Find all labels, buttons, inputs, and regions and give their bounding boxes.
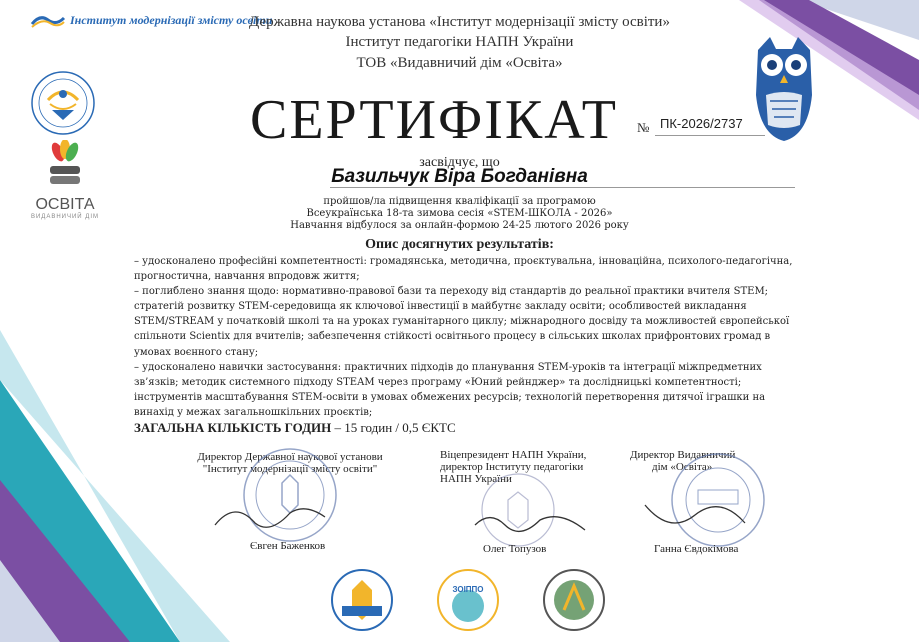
- zoippo-text: ЗОІППО: [452, 585, 484, 594]
- certificate-number: ПК-2026/2737: [660, 116, 743, 131]
- program-line-1: пройшов/ла підвищення кваліфікації за програмою: [323, 196, 596, 207]
- osvita-logo-title: ОСВІТА: [35, 196, 95, 213]
- owl-logo-icon: [748, 35, 820, 145]
- osvita-logo-subtitle: ВИДАВНИЧИЙ ДІМ: [30, 214, 100, 220]
- org-line-2: Інститут педагогіки НАПН України: [345, 34, 574, 50]
- top-logo-text: Інститут модернізації змісту освіти: [70, 12, 273, 27]
- results-item-knowledge: – поглиблено знання щодо: нормативно-правової бази та переходу від стандартів до реальної практики вчителя STEM; стратегій розвитку STEM-середовища як ключової інвестиції в майбутнє закладу освіти; особливостей викладання STEM/STREAM у початковій школі та на уроках гуманітарного циклу; міжнародного досвіду та можливостей європейської спільноти Scientix для вчителів; забезпечення стійкості освітнього процесу в сільських школах прифронтових громад в умовах воєнного стану;: [134, 286, 790, 358]
- signature-3-title: Директор Видавничий дім «Освіта»: [630, 449, 736, 473]
- results-title: Опис досягнутих результатів:: [365, 237, 554, 252]
- signature-2-name: Олег Топузов: [483, 543, 547, 555]
- signature-2-scribble-icon: [470, 500, 590, 540]
- results-item-skills: – удосконалено навички застосування: практичних підходів до планування STEM-уроків та інтеграції міжпредметних зв’язків; методик системного підходу STEAM через програму «Юний рейнджер» та дослідницькі компетентності; інструментів масштабування STEM-освіти в умовах обмежених ресурсів; технологій перетворення дитячої іграшки на винахід у межах загальношкільних проєктів;: [134, 361, 766, 418]
- bottom-logos: [328, 566, 608, 640]
- signature-1-scribble-icon: [210, 495, 330, 535]
- org-line-1: Державна наукова установа «Інститут модернізації змісту освіти»: [249, 14, 670, 30]
- partner-logos-icon: [328, 566, 608, 636]
- signature-1-title: Директор Державної наукової установи "Інститут модернізації змісту освіти": [197, 451, 383, 475]
- results-item-competencies: – удосконалено професійні компетентності: громадянська, методична, проєктувальна, інноваційна, психолого-педагогічна, прогностична, навчання впродовж життя;: [134, 256, 793, 283]
- institute-pedagogy-seal-icon: [30, 70, 96, 136]
- total-hours-label: ЗАГАЛЬНА КІЛЬКІСТЬ ГОДИН: [134, 420, 332, 435]
- signature-2-title: Віцепрезидент НАПН України, директор Інституту педагогіки НАПН України: [440, 449, 587, 485]
- total-hours: [134, 420, 456, 436]
- org-line-3: ТОВ «Видавничий дім «Освіта»: [356, 55, 563, 71]
- results-list: [134, 254, 794, 420]
- signature-3-scribble-icon: [640, 495, 750, 535]
- recipient-underline: [330, 187, 795, 188]
- certificate-number-sign: №: [637, 120, 650, 135]
- certificate-title: СЕРТИФІКАТ: [250, 89, 619, 151]
- education-dept-logo-icon: [332, 570, 392, 630]
- program-line-3: Навчання відбулося за онлайн-формою 24-25 лютого 2026 року: [290, 220, 629, 231]
- recipient-name: Базильчук Віра Богданівна: [331, 166, 588, 187]
- program-line-2: Всеукраїнська 18-та зимова сесія «STEM-ШКОЛА - 2026»: [306, 208, 613, 219]
- signature-1-name: Євген Баженков: [250, 540, 326, 552]
- zoippo-logo-icon: [438, 570, 498, 630]
- certificate-number-underline: [655, 135, 765, 136]
- certifies-text: засвідчує, що: [419, 155, 500, 170]
- academy-logo-icon: [544, 570, 604, 630]
- signature-3-name: Ганна Євдокімова: [654, 543, 739, 555]
- total-hours-value: – 15 годин / 0,5 ЄКТС: [331, 420, 456, 435]
